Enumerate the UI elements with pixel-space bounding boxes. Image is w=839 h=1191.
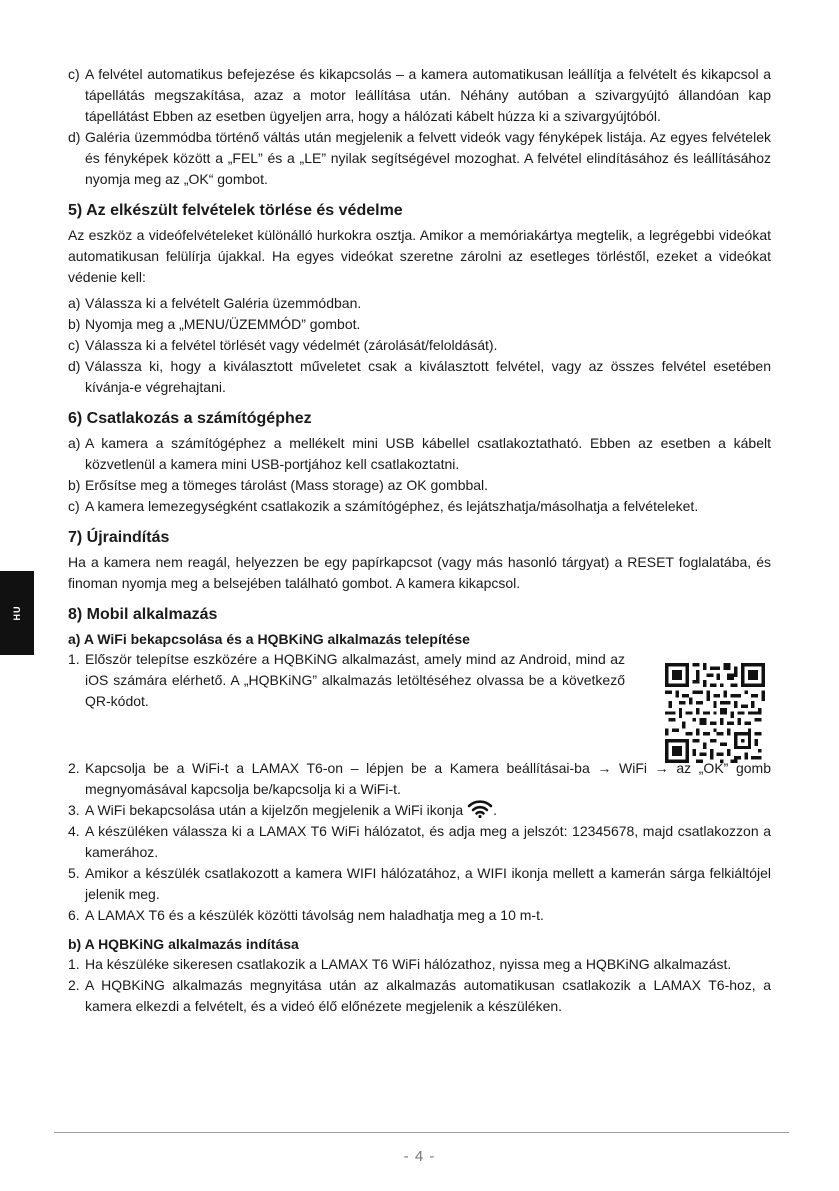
section-7-paragraph: Ha a kamera nem reagál, helyezzen be egy papírkapcsot (vagy más hasonló tárgyat) a RESET foglalatába, és finoman nyomja meg a belsejében található gombot. A kamera kikapcsol. (68, 554, 771, 591)
list-item: a) A kamera a számítógéphez a mellékelt mini USB kábellel csatlakoztatható. Ebben az esetben a kábelt közvetlenül a kamera mini USB-portjához kell csatlakoztatni. (68, 435, 771, 472)
list-item: b) Erősítse meg a tömeges tárolást (Mass storage) az OK gombbal. (68, 477, 489, 493)
section-5-heading: 5) Az elkészült felvételek törlése és védelme (68, 202, 403, 219)
list-item: c) Válassza ki a felvétel törlését vagy védelmét (zárolását/feloldását). (68, 337, 498, 353)
wifi-icon (467, 800, 493, 818)
footer-divider (54, 1132, 789, 1133)
subsection-a-heading: a) A WiFi bekapcsolása és a HQBKiNG alkalmazás telepítése (68, 631, 470, 647)
list-item: 2. Kapcsolja be a WiFi-t a LAMAX T6-on – lépjen be a Kamera beállításai-ba → WiFi → az „OK” gomb megnyomásával kapcsolja be/kapcsolja ki a WiFi-t. (68, 760, 771, 797)
list-item: 3. A WiFi bekapcsolása után a kijelzőn megjelenik a WiFi ikonja . (68, 802, 497, 818)
list-item: 2. A HQBKiNG alkalmazás megnyitása után az alkalmazás automatikusan csatlakozik a LAMAX T6-hoz, a kamera elkezdi a felvételt, és a videó élő előnézete megjelenik a készüléken. (68, 977, 771, 1014)
list-item: 4. A készüléken válassza ki a LAMAX T6 WiFi hálózatot, és adja meg a jelszót: 12345678, majd csatlakozzon a kamerához. (68, 823, 771, 860)
list-item: a) Válassza ki a felvételt Galéria üzemmódban. (68, 295, 362, 311)
section-6-heading: 6) Csatlakozás a számítógéphez (68, 410, 312, 427)
list-item: d) Galéria üzemmódba történő váltás után megjelenik a felvett videók vagy fényképek listája. Az egyes felvételek és fényképek között a „FEL” és a „LE” nyilak segítségével mozoghat. A felvétel elindításához és leállításához nyomja meg az „OK“ gombot. (68, 129, 771, 187)
section-5-paragraph: Az eszköz a videófelvételeket különálló hurkokra osztja. Amikor a memóriakártya megtelik, a legrégebbi videókat automatikusan felülírja újakkal. Ha egyes videókat szeretne zárolni az esetleges törléstől, ezeket a videókat védenie kell: (68, 227, 771, 285)
language-tab (0, 571, 34, 655)
list-item: 5. Amikor a készülék csatlakozott a kamera WIFI hálózatához, a WIFI ikonja mellett a kamerán sárga felkiáltójel jelenik meg. (68, 865, 771, 902)
list-item: c) A kamera lemezegységként csatlakozik a számítógéphez, és lejátszhatja/másolhatja a felvételeket. (68, 498, 699, 514)
language-tab-label: HU (12, 605, 22, 621)
list-item: d) Válassza ki, hogy a kiválasztott műveletet csak a kiválasztott felvétel, vagy az összes felvétel esetében kívánja-e végrehajtani. (68, 358, 771, 395)
section-8-heading: 8) Mobil alkalmazás (68, 606, 218, 623)
qr-code (665, 663, 765, 763)
list-item: b) Nyomja meg a „MENU/ÜZEMMÓD” gombot. (68, 316, 361, 332)
page-number: - 4 - (403, 1148, 436, 1165)
list-item: c) A felvétel automatikus befejezése és kikapcsolás – a kamera automatikusan leállítja a felvételt és kikapcsol a tápellátás megszakítása, azaz a motor leállítása után. Néhány autóban a szivargyújtó állandóan kap tápellátást Ebben az esetben ügyeljen arra, hogy a hálózati kábelt húzza ki a szivargyújtóból. (68, 66, 771, 124)
section-7-heading: 7) Újraindítás (68, 529, 170, 546)
list-item: 6. A LAMAX T6 és a készülék közötti távolság nem haladhatja meg a 10 m-t. (68, 907, 544, 923)
qr-row (68, 649, 771, 712)
list-item: 1. Ha készüléke sikeresen csatlakozik a LAMAX T6 WiFi hálózathoz, nyissa meg a HQBKiNG alkalmazást. (68, 956, 732, 972)
page-content (68, 64, 771, 1017)
list-item: 1. Először telepítse eszközére a HQBKiNG alkalmazást, amely mind az Android, mind az iOS számára elérhető. A „HQBKiNG” alkalmazás letöltéséhez olvassa be a következő QR-kódot. (68, 651, 625, 709)
subsection-b-heading: b) A HQBKiNG alkalmazás indítása (68, 936, 299, 952)
